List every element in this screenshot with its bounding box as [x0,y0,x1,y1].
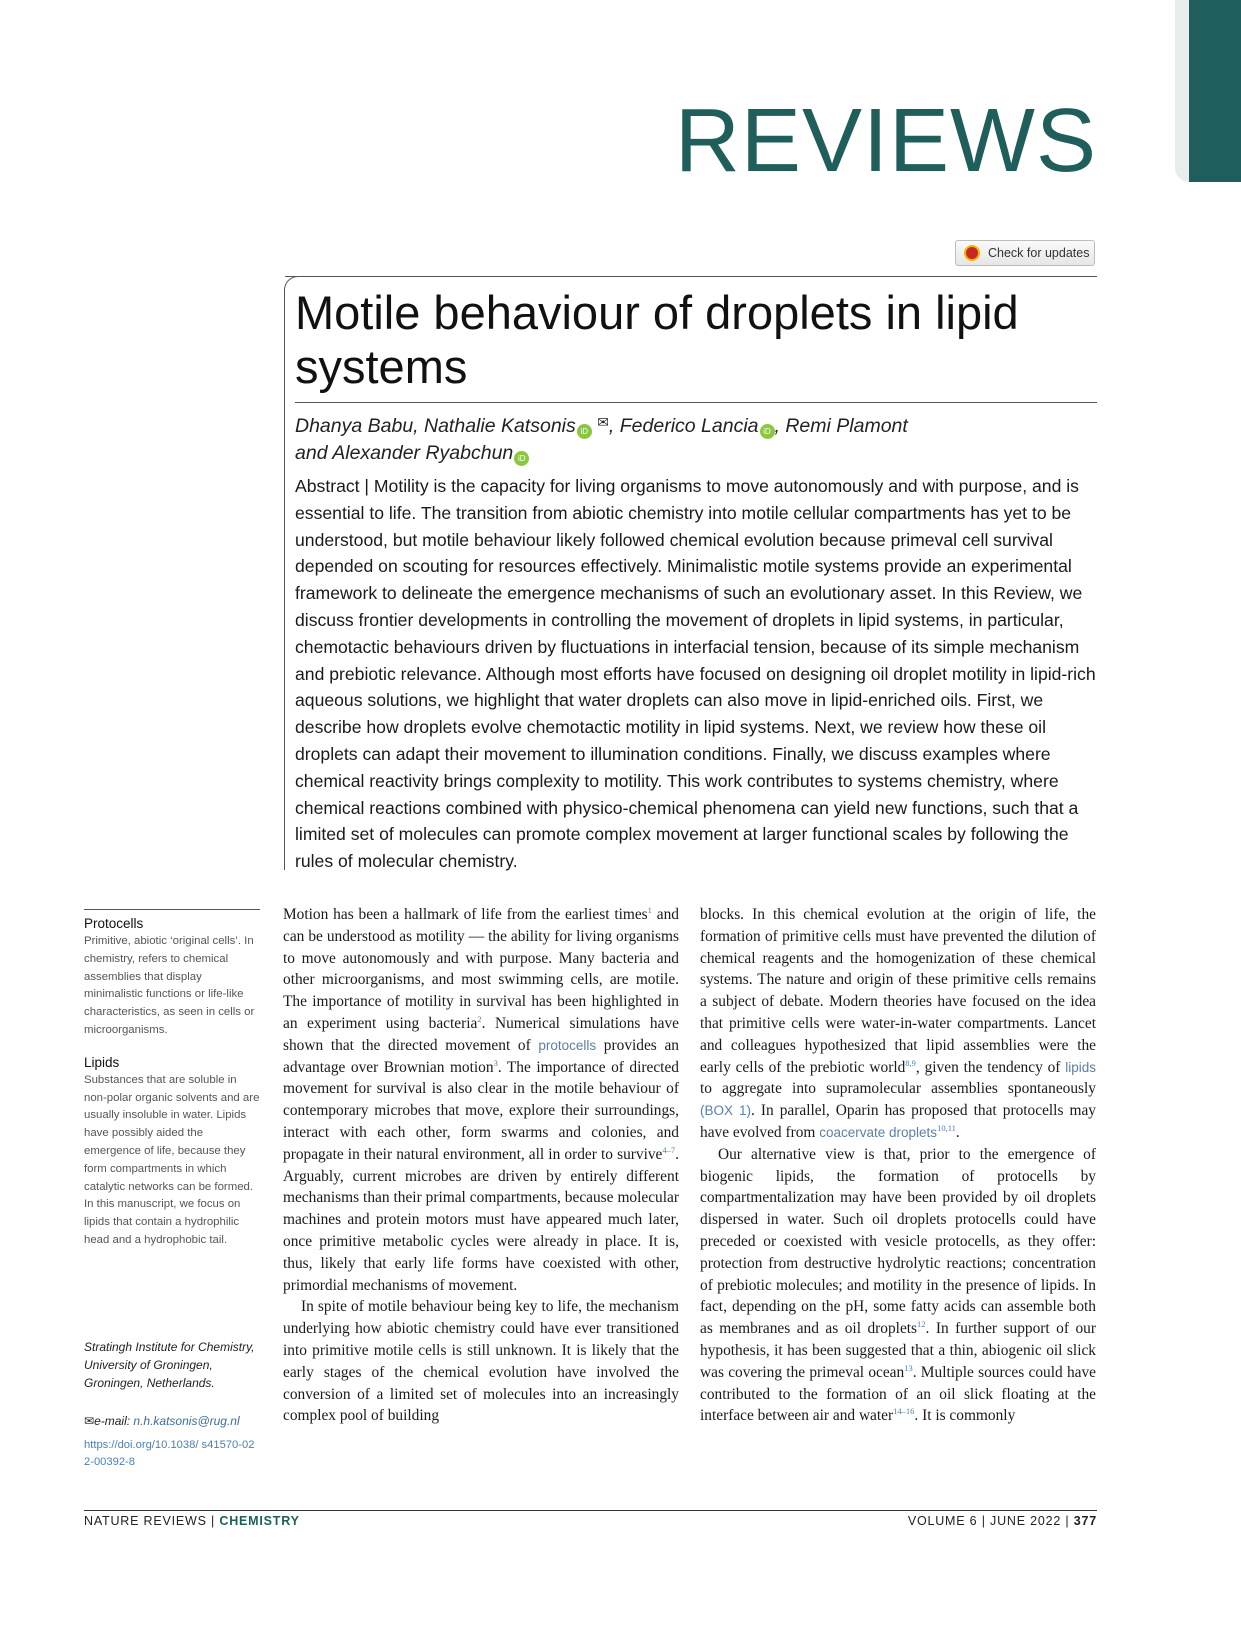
journal-main: NATURE REVIEWS | [84,1514,220,1528]
reference-link[interactable]: 13 [904,1362,913,1373]
body-paragraph [700,904,1096,1144]
reference-link[interactable]: 12 [917,1319,926,1330]
text-run: and can be understood as motility — the ability for living organisms to move autonomously and with purpose. Many bacteria and other microorganisms, and most swimming cells, are motile. The importance of motility in survival has been highlighted in an experiment using bacteria [283,906,679,1032]
email-link[interactable]: n.h.katsonis@rug.nl [133,1414,240,1428]
text-run: , given the tendency of [915,1058,1066,1076]
check-for-updates-label: Check for updates [988,246,1090,260]
glossary-link[interactable]: protocells [538,1037,597,1053]
text-run: Our alternative view is that, prior to the emergence of biogenic lipids, the formation of protocells by compartmentalization may have been provided by oil droplets dispersed in water. Such oil droplets protocells could have preceded or coexisted with vesicle protocells, as they offer: protection from destructive hydrolytic reactions; concentration of prebiotic molecules; and motility in the presence of lipids. In fact, depending on the pH, some fatty acids can assemble both as membranes and as oil droplets [700,1145,1096,1338]
volume-date: VOLUME 6 | JUNE 2022 | [907,1514,1074,1528]
glossary-term: Lipids [84,1054,120,1070]
reference-link[interactable]: 2 [477,1013,482,1024]
page-number: 377 [1073,1514,1097,1528]
abstract-side-rule [284,290,285,870]
body-column-1 [283,904,679,1427]
mail-icon: ✉ [84,1414,95,1428]
article-title: Motile behaviour of droplets in lipid systems [295,286,1019,393]
reference-link[interactable]: 4–7 [662,1144,676,1155]
text-run: . [955,1123,960,1141]
reference-link[interactable]: 8,9 [905,1057,916,1068]
abstract-text: Abstract | Motility is the capacity for living organisms to move autonomously and with purpose, and is essential to life. The transition from abiotic chemistry into motile cellular compartments has yet to be understood, but motile behaviour likely followed chemical evolution because primeval cell survival depended on scouting for resources effectively. Minimalistic motile systems provide an experimental framework to delineate the emergence mechanisms of such an evolutionary asset. In this Review, we discuss frontier developments in controlling the movement of droplets in lipid systems, in particular, chemotactic behaviours driven by fluctuations in interfacial tension, because of its simple mechanism and prebiotic relevance. Although most efforts have focused on designing oil droplet motility in lipid-rich aqueous solutions, we highlight that water droplets can also move in lipid-enriched oils. First, we describe how droplets evolve chemotactic motility in lipid systems. Next, we review how these oil droplets can adapt their movement to illumination conditions. Finally, we discuss examples where chemical reactivity brings complexity to motility. This work contributes to systems chemistry, where chemical reactions combined with physico-chemical phenomena can yield new functions, such that a limited set of molecules can promote complex movement at larger functional scales by following the rules of molecular chemistry. [295,476,1096,872]
orcid-icon[interactable]: iD [514,451,529,466]
abstract [295,473,1100,875]
text-run: to aggregate into supramolecular assemblies spontaneously [700,1080,1096,1098]
email-label: e-mail: [94,1414,134,1428]
text-run: . The importance of directed movement for survival is also clear in the motile behaviour of contemporary microbes that move, explore their surroundings, interact with each other, form swarms and colonies, and propagate in their natural environment, all in order to survive [283,1058,679,1163]
reference-link[interactable]: 10,11 [937,1122,956,1133]
footer-rule [84,1510,1097,1511]
text-run: . In further support of our hypothesis, it has been suggested that a thin, abiogenic oil slick was covering the primeval ocean [700,1320,1096,1381]
mail-icon: ✉ [597,414,609,430]
tab-shade [1175,0,1189,182]
header-rule [285,276,1097,277]
issue-info [908,1514,1097,1528]
reference-link[interactable]: 14–16 [893,1406,915,1417]
title-rule [295,402,1097,403]
reference-link[interactable]: 3 [493,1057,498,1068]
section-label: REVIEWS [674,91,1097,191]
text-run: blocks. In this chemical evolution at the origin of life, the formation of primitive cells must have prevented the dilution of chemical reagents and the homogenization of these chemical systems. The nature and origin of these primitive cells remains a subject of debate. Modern theories have focused on the idea that primitive cells were water-in-water compartments. Lancet and colleagues hypothesized that lipid assemblies were the early cells of the prebiotic world [700,906,1096,1076]
journal-name [84,1514,300,1528]
reference-link[interactable]: 1 [647,904,652,915]
correspondence-email [84,1414,260,1428]
author-name: Dhanya Babu, Nathalie Katsonis [295,415,576,437]
journal-subject: CHEMISTRY [219,1514,300,1528]
affiliation: Stratingh Institute for Chemistry, University of Groningen, Groningen, Netherlands. [84,1340,255,1390]
author-name: , Remi Plamont [774,415,908,437]
box-link[interactable]: (BOX 1) [700,1103,751,1119]
author-name: , Federico Lancia [608,415,759,437]
author-name: and Alexander Ryabchun [295,442,514,464]
orcid-icon[interactable]: iD [577,424,592,439]
body-column-2 [700,904,1096,1427]
text-run: . Multiple sources could have contributed to the formation of an oil slick floating at the interface between air and water [700,1363,1096,1425]
glossary-definition: Substances that are soluble in non-polar organic solvents and are usually insoluble in water. Lipids have possibly aided the emergence of life, because they form compartments in which catalytic networks can be formed. In this manuscript, we focus on lipids that contain a hydrophilic head and a hydrophobic tail. [84,1073,260,1246]
doi-link[interactable]: https://doi.org/10.1038/ s41570-022-00392-8 [84,1439,255,1468]
text-run: . Arguably, current microbes are driven by entirely different mechanisms than their primal compartments, because molecular machines and protein motors must have appeared much later, once primitive metabolic cycles were already in place. It is, thus, likely that early life forms have coexisted with other, primordial mechanisms of movement. [283,1145,679,1294]
glossary-sidebar [84,909,260,1265]
orcid-icon[interactable]: iD [760,424,775,439]
text-run: Motion has been a hallmark of life from the earliest times [283,906,648,923]
sidebar-rule [84,909,260,910]
glossary-link[interactable]: coacervate droplets [819,1124,938,1140]
text-run: . It is commonly [914,1407,1016,1425]
author-list [295,409,1055,467]
glossary-term: Protocells [84,916,144,931]
body-paragraph [283,904,679,1296]
text-run: . Numerical simulations have shown that the directed movement of [283,1014,679,1054]
check-for-updates-button[interactable] [955,240,1095,266]
crossmark-icon [964,245,980,261]
body-paragraph: In spite of motile behaviour being key to life, the mechanism underlying how abiotic chemistry could have ever transitioned into primitive motile cells is still unknown. It is likely that the early stages of the chemical evolution have involved the conversion of a limited set of molecules into an increasingly complex pool of building [283,1298,679,1425]
text-run: provides an advantage over Brownian motion [283,1036,679,1076]
glossary-definition: Primitive, abiotic ‘original cells’. In chemistry, refers to chemical assemblies that display minimalistic functions or life-like characteristics, as seen in cells or microorganisms. [84,935,255,1036]
text-run: . In parallel, Oparin has proposed that protocells may have evolved from [700,1102,1096,1141]
body-paragraph [700,1144,1096,1427]
glossary-link[interactable]: lipids [1065,1059,1096,1075]
section-tab [1189,0,1241,182]
